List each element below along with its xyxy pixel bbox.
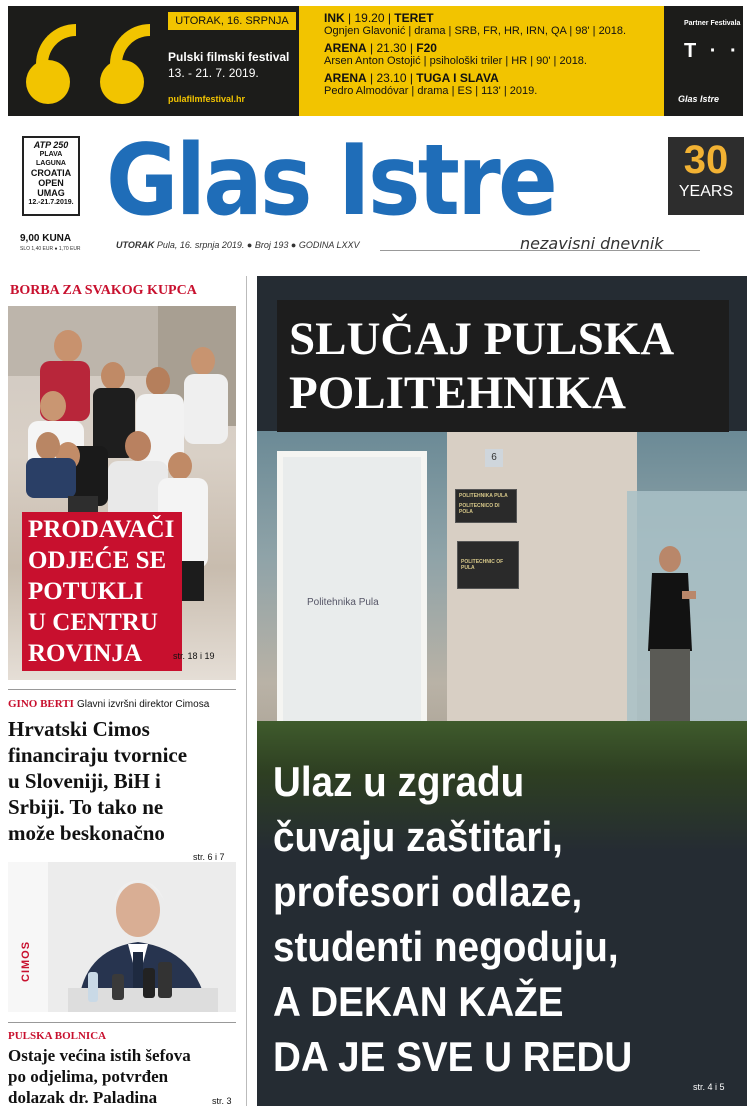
story2-headline[interactable]: Hrvatski Cimos financiraju tvornice u Sloveniji, BiH i Srbiji. To tako ne može beskonačno (8, 717, 188, 845)
story1-kicker: BORBA ZA SVAKOG KUPCA (10, 283, 197, 298)
festival-banner[interactable] (8, 6, 743, 116)
festival-date-tab: UTORAK, 16. SRPNJA (168, 12, 296, 30)
man-with-phone-illustration (642, 541, 697, 731)
story-separator (8, 689, 236, 690)
cover-price-foreign: SLO 1,40 EUR ● 1,70 EUR (20, 246, 81, 252)
story1-page-ref: str. 18 i 19 (173, 651, 215, 661)
quote-mark-icon (26, 24, 74, 104)
schedule-entry: ARENA | 21.30 | F20 Arsen Anton Ostojić | psihološki triler | HR | 90' | 2018. (324, 41, 587, 67)
institution-plaque: POLITECHNIC OF PULA (457, 541, 519, 589)
tagline: nezavisni dnevnik (520, 234, 664, 253)
lead-page-ref: str. 4 i 5 (693, 1082, 725, 1092)
press-conference-illustration (8, 862, 236, 1012)
schedule-entry: INK | 19.20 | TERET Ognjen Glavonić | drama | SRB, FR, HR, IRN, QA | 98' | 2018. (324, 11, 627, 37)
festival-dates: 13. - 21. 7. 2019. (168, 66, 259, 80)
building-number: 6 (485, 449, 503, 467)
story3-headline[interactable]: Ostaje većina istih šefova po odjelima, potvrđen dolazak dr. Paladina (8, 1046, 191, 1107)
story3-kicker: PULSKA BOLNICA (8, 1030, 107, 1042)
institution-plaque: POLITEHNIKA PULA POLITECNICO DI POLA (455, 489, 517, 523)
column-divider (246, 276, 247, 1106)
festival-schedule (299, 6, 664, 116)
story2-page-ref: str. 6 i 7 (193, 852, 225, 862)
atp-tournament-badge[interactable]: ATP 250 PLAVA LAGUNA CROATIA OPEN UMAG 12.-21.7.2019. (22, 136, 80, 216)
cover-price: 9,00 KUNA (20, 233, 72, 244)
berti-photo[interactable] (8, 862, 236, 1012)
door-sign: Politehnika Pula (307, 597, 379, 608)
festival-url-link[interactable]: pulafilmfestival.hr (168, 94, 246, 104)
partner-name: Glas Istre (678, 94, 720, 104)
lead-deck[interactable]: Ulaz u zgradu čuvaju zaštitari, profesori odlaze, studenti negoduju, A DEKAN KAŽE DA JE SVE U REDU (273, 758, 633, 1080)
anniversary-badge: 30 YEARS (668, 137, 744, 215)
schedule-entry: ARENA | 23.10 | TUGA I SLAVA Pedro Almodóvar | drama | ES | 113' | 2019. (324, 71, 538, 97)
newspaper-title[interactable]: Glas Istre (106, 124, 556, 238)
issue-dateline: UTORAK Pula, 16. srpnja 2019. ● Broj 193 ● GODINA LXXV (116, 240, 360, 250)
story3-page-ref: str. 3 (212, 1096, 232, 1106)
story1-headline[interactable]: PRODAVAČI ODJEĆE SE POTUKLI U CENTRU ROVINJA (22, 512, 182, 671)
telekom-logo-icon: T · · (684, 40, 741, 62)
entrance-door (277, 451, 427, 741)
cimos-sign: CIMOS (20, 940, 32, 982)
story-separator (8, 1022, 236, 1023)
quote-mark-icon (100, 24, 148, 104)
atp-logo-icon: ATP 250 (33, 140, 69, 150)
story2-kicker: GINO BERTI Glavni izvršni direktor Cimosa (8, 698, 210, 710)
lead-story[interactable] (257, 276, 747, 1106)
festival-name: Pulski filmski festival (168, 50, 290, 64)
partner-label: Partner Festivala (684, 20, 741, 27)
lead-headline[interactable]: SLUČAJ PULSKA POLITEHNIKA (289, 313, 675, 419)
